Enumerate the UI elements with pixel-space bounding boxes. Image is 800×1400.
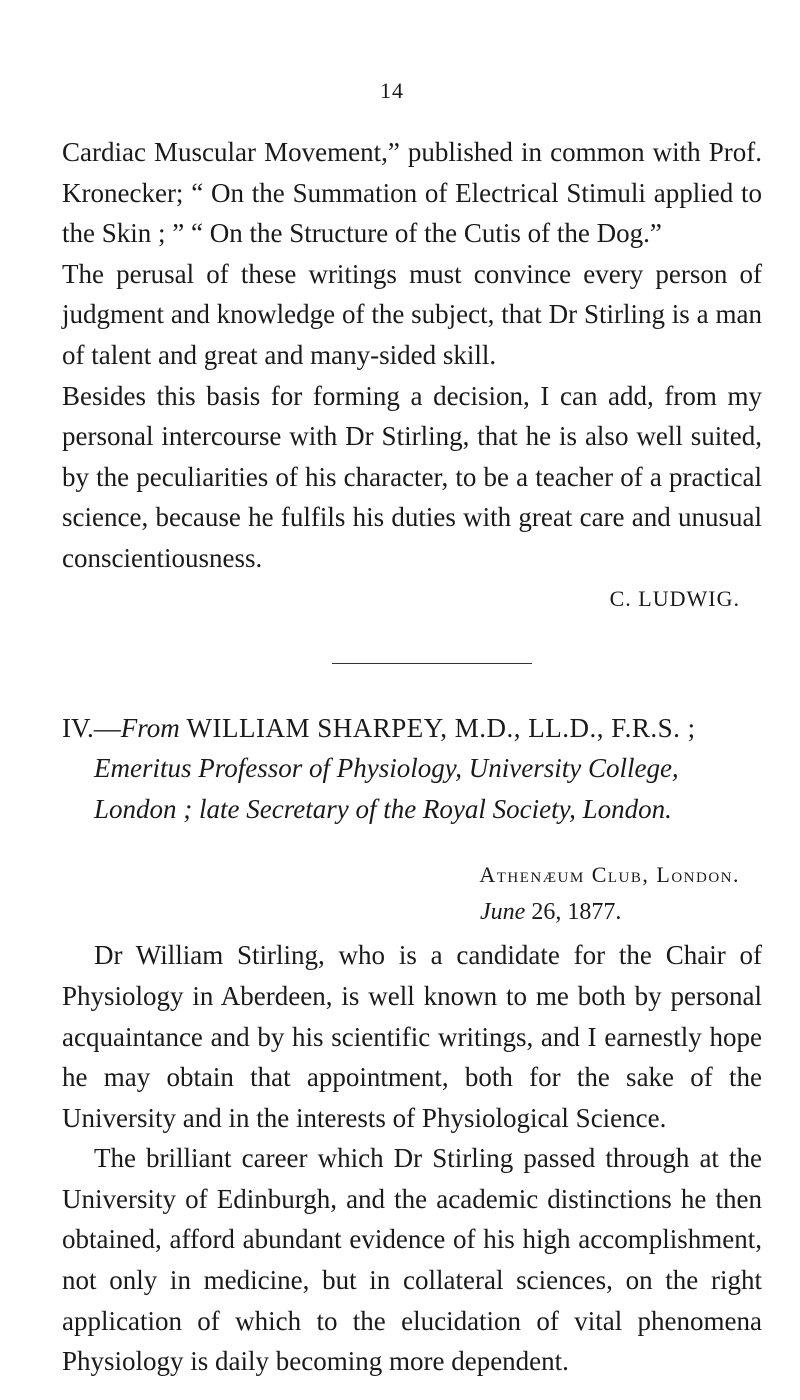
paragraph: The brilliant career which Dr Stirling passed through at the University of Edinburgh, and the academic distinctions he then obtained, afford abundant evidence of his high accomplishment, not only in medicine, but in collateral sciences, on the right application of which to the elucidation of vital phenomena Physiology is daily becoming more dependent. <box>62 1143 762 1377</box>
letter-date <box>62 895 762 929</box>
date-month: June <box>480 899 526 926</box>
letter-numeral: IV.— <box>62 712 121 743</box>
paragraph: Dr William Stirling, who is a candidate for the Chair of Physiology in Aberdeen, is well known to me both by personal acquaintance and by his scientific writings, and I earnestly hope he may obtain that appointment, both for the sake of the University and in the interests of Physiological Science. <box>62 940 762 1133</box>
section-divider <box>332 663 532 664</box>
page-number: 14 <box>380 78 404 103</box>
letter-author-line <box>62 708 762 749</box>
letter-author-title: Emeritus Professor of Physiology, University College, London ; late Secretary of the Royal Society, London. <box>94 753 679 824</box>
signature: C. LUDWIG. <box>609 585 740 611</box>
page-content <box>62 70 762 1382</box>
date-rest: 26, 1877. <box>525 899 622 926</box>
ludwig-letter-continuation <box>62 132 762 619</box>
paragraph: Cardiac Muscular Movement,” published in common with Prof. Kronecker; “ On the Summation of Electrical Stimuli applied to the Skin ; ” “ On the Structure of the Cutis of the Dog.” <box>62 137 762 249</box>
paragraph: Besides this basis for forming a decision, I can add, from my personal intercourse with Dr Stirling, that he is also well suited, by the peculiarities of his character, to be a teacher of a practical science, because he fulfils his duties with great care and unusual conscientiousness. <box>62 380 762 573</box>
letter-author: WILLIAM SHARPEY, M.D., LL.D., F.R.S. ; <box>179 712 696 743</box>
letter-heading <box>62 708 762 830</box>
sharpey-letter-body <box>62 935 762 1382</box>
paragraph: The perusal of these writings must convince every person of judgment and knowledge of the subject, that Dr Stirling is a man of talent and great and many-sided skill. <box>62 258 762 370</box>
from-word: From <box>120 712 180 743</box>
letter-address: Athenæum Club, London. <box>479 862 740 888</box>
